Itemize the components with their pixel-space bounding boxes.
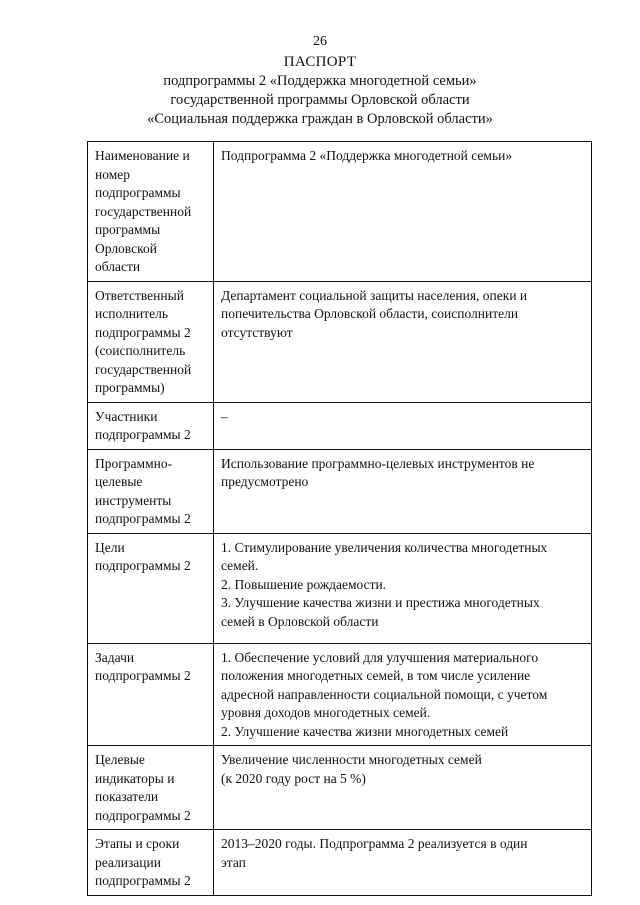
table-row-program-tools bbox=[88, 449, 592, 533]
document-title: ПАСПОРТ bbox=[283, 54, 357, 70]
table-row-goals bbox=[88, 533, 592, 643]
row-label-line: Этапы и сроки bbox=[95, 836, 180, 851]
row-value-line: попечительства Орловской области, соисполнители bbox=[221, 306, 519, 321]
row-value-cell bbox=[214, 281, 592, 402]
row-value-line: Подпрограмма 2 «Поддержка многодетной семьи» bbox=[221, 148, 513, 163]
table-row-stages-and-terms bbox=[88, 830, 592, 896]
row-label-line: программы) bbox=[95, 380, 165, 395]
row-label-line: (соисполнитель bbox=[95, 343, 186, 358]
row-value-cell bbox=[214, 643, 592, 746]
row-label-cell bbox=[88, 830, 214, 896]
row-label-line: подпрограммы 2 bbox=[95, 511, 191, 526]
row-label-cell bbox=[88, 533, 214, 643]
row-label-cell bbox=[88, 643, 214, 746]
table-row-responsible-executor bbox=[88, 281, 592, 402]
row-label-line: программы bbox=[95, 222, 161, 237]
row-value-line: 3. Улучшение качества жизни и престижа многодетных bbox=[221, 595, 540, 610]
row-label-line: Ответственный bbox=[95, 287, 184, 303]
row-value-cell bbox=[214, 142, 592, 282]
row-label-line: подпрограммы bbox=[95, 185, 181, 200]
row-label-line: целевые bbox=[95, 474, 143, 489]
row-value-line: адресной направленности социальной помощи, с учетом bbox=[221, 686, 548, 702]
row-label-cell bbox=[88, 746, 214, 830]
row-value-line: (к 2020 году рост на 5 %) bbox=[221, 770, 366, 786]
table-row-target-indicators bbox=[88, 746, 592, 830]
row-value-line: Увеличение численности многодетных семей bbox=[221, 752, 482, 767]
row-label-line: показатели bbox=[95, 789, 159, 804]
row-value-line: семей. bbox=[221, 558, 259, 573]
page-number: 26 bbox=[313, 34, 327, 49]
row-label-line: подпрограммы 2 bbox=[95, 873, 191, 888]
row-value-cell bbox=[214, 449, 592, 533]
row-label-line: подпрограммы 2 bbox=[95, 558, 191, 573]
row-value-line: – bbox=[221, 408, 228, 424]
row-value-line: 1. Стимулирование увеличения количества многодетных bbox=[221, 539, 548, 555]
row-label-line: индикаторы и bbox=[95, 770, 175, 786]
row-value-line: отсутствуют bbox=[221, 324, 293, 340]
row-value-line: предусмотрено bbox=[221, 474, 309, 489]
row-value-line: 2. Улучшение качества жизни многодетных семей bbox=[221, 723, 509, 739]
passport-table-body bbox=[88, 142, 592, 896]
row-label-line: Участники bbox=[95, 408, 158, 424]
row-label-line: реализации bbox=[95, 854, 161, 870]
row-label-cell bbox=[88, 402, 214, 449]
row-value-cell bbox=[214, 533, 592, 643]
row-value-cell bbox=[214, 746, 592, 830]
row-value-line: 2. Повышение рождаемости. bbox=[221, 576, 387, 592]
row-label-line: номер bbox=[95, 166, 131, 182]
row-label-line: подпрограммы 2 bbox=[95, 668, 191, 683]
row-value-line: 2013–2020 годы. Подпрограмма 2 реализуется в один bbox=[221, 836, 528, 851]
row-value-cell bbox=[214, 830, 592, 896]
document-header bbox=[0, 53, 640, 129]
row-value-line: Использование программно-целевых инструментов не bbox=[221, 455, 535, 471]
row-label-line: Орловской bbox=[95, 240, 157, 256]
row-value-line: 1. Обеспечение условий для улучшения материального bbox=[221, 649, 539, 665]
passport-table bbox=[87, 141, 592, 896]
row-label-line: подпрограммы 2 bbox=[95, 807, 191, 823]
row-label-line: подпрограммы 2 bbox=[95, 427, 191, 442]
row-value-line: положения многодетных семей, в том числе усиление bbox=[221, 668, 531, 683]
header-line-1: подпрограммы 2 «Поддержка многодетной семьи» bbox=[163, 73, 477, 89]
row-label-line: исполнитель bbox=[95, 306, 168, 321]
row-label-line: подпрограммы 2 bbox=[95, 324, 191, 340]
row-label-line: Задачи bbox=[95, 649, 135, 665]
header-line-3: «Социальная поддержка граждан в Орловской области» bbox=[147, 111, 493, 127]
row-label-line: Программно- bbox=[95, 455, 173, 471]
table-row-name-and-number bbox=[88, 142, 592, 282]
row-label-cell bbox=[88, 281, 214, 402]
row-value-line: Департамент социальной защиты населения, опеки и bbox=[221, 287, 528, 303]
table-row-tasks bbox=[88, 643, 592, 746]
row-label-line: инструменты bbox=[95, 492, 172, 508]
row-label-line: Целевые bbox=[95, 752, 145, 767]
row-value-cell bbox=[214, 402, 592, 449]
row-label-line: Наименование и bbox=[95, 148, 190, 163]
row-label-line: государственной bbox=[95, 361, 192, 377]
row-value-line: уровня доходов многодетных семей. bbox=[221, 705, 431, 720]
row-label-cell bbox=[88, 449, 214, 533]
table-row-participants bbox=[88, 402, 592, 449]
row-value-line: этап bbox=[221, 854, 246, 870]
row-label-line: области bbox=[95, 259, 141, 274]
header-line-2: государственной программы Орловской области bbox=[170, 92, 470, 108]
row-label-cell bbox=[88, 142, 214, 282]
row-label-line: государственной bbox=[95, 203, 192, 219]
row-value-line: семей в Орловской области bbox=[221, 613, 379, 629]
row-label-line: Цели bbox=[95, 539, 125, 555]
